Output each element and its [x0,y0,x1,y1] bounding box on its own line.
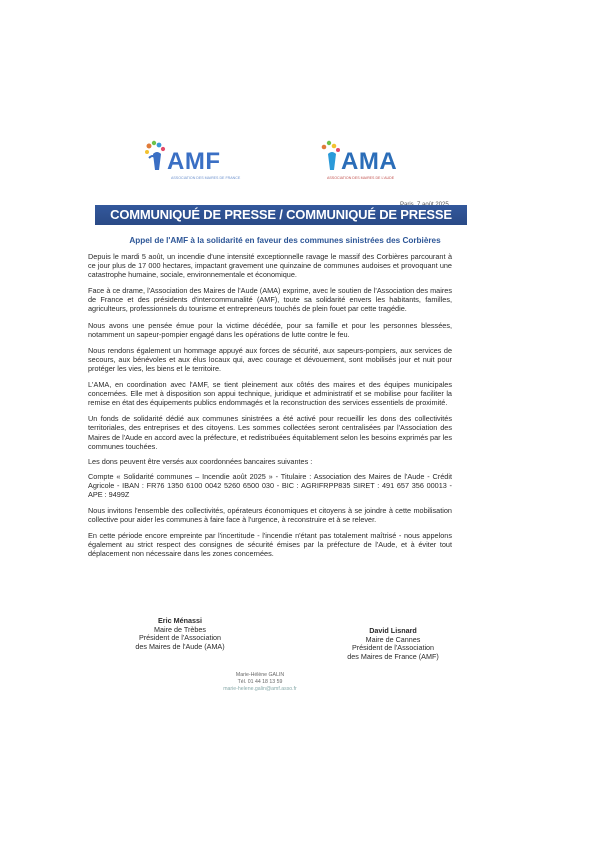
signatory-role: Président de l'Association [138,633,222,643]
ama-logo [319,140,419,186]
paragraph-solidarity: Face à ce drame, l'Association des Maires de l'Aude (AMA) exprime, avec le soutien de l'Association des maires de France et des présidents d'intercommunalité (AMF), toute sa solidarité envers les habitants, familles, agriculteurs, professionnels du tourisme et entrepreneurs touchés de plein fouet par cette tragédie. [88,286,452,314]
signatory-name: Eric Ménassi [158,616,202,625]
paragraph-safety: En cette période encore empreinte par l'incertitude - l'incendie n'étant pas totalement maîtrisé - nous appelons également au strict respect des consignes de sécurité émises par la préfecture de l'Aude, et à éviter tout déplacement non nécessaire dans les zones concernées. [88,531,452,559]
paragraph-fund: Un fonds de solidarité dédié aux communes sinistrées a été activé pour recueillir les dons des collectivités territoriales, des entreprises et des citoyens. Les sommes collectées seront centralisées par l'Association des Maires de l'Aude en accord avec la préfecture, et redistribuées équitablement selon les besoins exprimés par les communes touchées. [88,414,452,451]
signatory-name: David Lisnard [369,626,417,635]
press-release-subtitle: Appel de l'AMF à la solidarité en faveur des communes sinistrées des Corbières [129,236,441,245]
contact-phone: Tél. 01 44 18 13 59 [237,679,283,685]
signature-right [318,627,468,661]
signatory-organization: des Maires de France (AMF) [347,651,439,661]
paragraph-call-to-action: Nous invitons l'ensemble des collectivités, opérateurs économiques et citoyens à se joindre à cette mobilisation collective pour aider les communes à faire face à l'urgence, à reconstruire et à se relever. [88,506,452,525]
signatory-title: Maire de Cannes [365,634,421,644]
press-release-banner: COMMUNIQUÉ DE PRESSE / COMMUNIQUÉ DE PRESSE [95,205,467,225]
paragraph-intro: Depuis le mardi 5 août, un incendie d'une intensité exceptionnelle ravage le massif des Corbières parcourant à ce jour plus de 17 000 hectares, impactant gravement une quinzaine de communes audoises et provoquant une catastrophe humaine, sociale, environnementale et économique. [88,252,452,280]
paragraph-bank-details: Compte « Solidarité communes – Incendie août 2025 » - Titulaire : Association des Maires de l'Aude - Crédit Agricole - IBAN : FR76 1350 6100 0042 5260 6500 030 - BIC : AGRIFRPP835 SIRET : 491 657 356 00013 - APE : 9499Z [88,471,452,499]
paragraph-tribute: Nous rendons également un hommage appuyé aux forces de sécurité, aux sapeurs-pompiers, aux services de secours, aux bénévoles et aux élus locaux qui, avec courage et dévouement, sont mobilisés jour et nuit pour protéger les vies, les biens et le territoire. [88,345,452,373]
signature-left [110,617,250,651]
amf-logo [143,140,251,186]
press-contact [200,672,320,693]
signatory-organization: des Maires de l'Aude (AMA) [135,641,225,651]
paragraph-donations: Les dons peuvent être versés aux coordonnées bancaires suivantes : [88,456,313,466]
press-release-body [88,252,452,566]
paragraph-coordination: L'AMA, en coordination avec l'AMF, se tient pleinement aux côtés des maires et des équipes municipales concernées. Elle met à disposition son appui technique, juridique et administratif et se mobilise pour faciliter la remise en état des équipements publics endommagés et la reconstruction des services essentiels de proximité. [88,380,452,408]
paragraph-victims: Nous avons une pensée émue pour la victime décédée, pour sa famille et pour les personnes blessées, notamment un sapeur-pompier engagé dans les opérations de lutte contre le feu. [88,320,452,339]
signatures-block [0,617,595,677]
amf-logo-tagline: ASSOCIATION DES MAIRES DE FRANCE [171,176,241,180]
contact-email[interactable]: marie-helene.galin@amf.asso.fr [223,686,297,692]
ama-logo-tagline: ASSOCIATION DES MAIRES DE L'AUDE [327,176,395,180]
amf-logo-text: AMF [167,148,221,175]
ama-logo-text: AMA [341,148,398,175]
signatory-role: Président de l'Association [351,643,435,653]
signatory-title: Maire de Trèbes [154,624,206,634]
contact-name: Marie-Hélène GALIN [235,672,285,678]
